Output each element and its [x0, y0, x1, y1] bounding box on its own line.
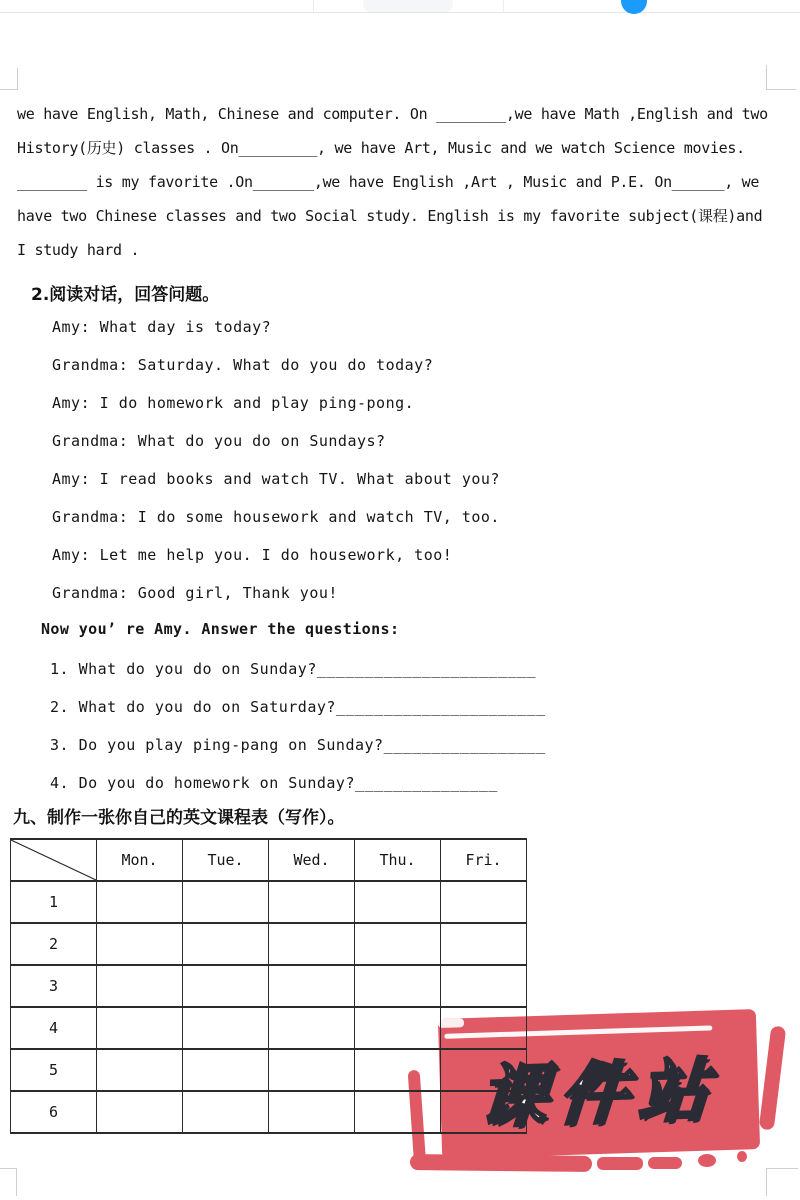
dialogue-line: Amy: I do homework and play ping-pong.	[52, 394, 415, 412]
empty-cell	[269, 1007, 355, 1049]
empty-cell	[441, 965, 527, 1007]
empty-cell	[355, 1091, 441, 1133]
toolbar-divider	[313, 0, 314, 13]
table-row	[11, 965, 527, 1007]
stamp-brush-stroke	[737, 1151, 747, 1162]
table-row	[11, 1007, 527, 1049]
table-row	[11, 839, 527, 881]
passage-line: have two Chinese classes and two Social study. English is my favorite subject(课程)and	[17, 207, 763, 225]
margin-mark-top-left	[0, 68, 18, 90]
empty-cell	[269, 1091, 355, 1133]
passage-line: History(历史) classes . On_________, we have Art, Music and we watch Science movies.	[17, 139, 745, 157]
column-header: Fri.	[441, 839, 527, 881]
row-label: 2	[11, 923, 97, 965]
empty-cell	[269, 965, 355, 1007]
dialogue-line: Amy: Let me help you. I do housework, too!	[52, 546, 453, 564]
empty-cell	[269, 923, 355, 965]
empty-cell	[441, 1049, 527, 1091]
stamp-brush-stroke	[597, 1157, 643, 1170]
section-2-heading: 2.阅读对话，回答问题。	[31, 285, 220, 305]
row-label: 4	[11, 1007, 97, 1049]
timetable	[10, 838, 527, 1134]
question-line: 1. What do you do on Sunday?_______________________	[50, 660, 537, 678]
margin-mark-bottom-right	[766, 1168, 798, 1196]
passage-line: I study hard .	[17, 241, 140, 259]
column-header: Mon.	[97, 839, 183, 881]
margin-mark-top-right	[766, 65, 796, 90]
dialogue-line: Grandma: I do some housework and watch TV, too.	[52, 508, 500, 526]
table-row	[11, 1091, 527, 1133]
row-label: 3	[11, 965, 97, 1007]
toolbar-button[interactable]	[363, 0, 453, 12]
user-avatar[interactable]	[621, 0, 647, 14]
empty-cell	[441, 923, 527, 965]
empty-cell	[441, 1007, 527, 1049]
stamp-brush-stroke	[698, 1154, 716, 1167]
dialogue-line: Amy: What day is today?	[52, 318, 272, 336]
empty-cell	[183, 881, 269, 923]
dialogue-line: Amy: I read books and watch TV. What about you?	[52, 470, 500, 488]
column-header: Tue.	[183, 839, 269, 881]
dialogue	[52, 308, 500, 612]
empty-cell	[355, 965, 441, 1007]
empty-cell	[355, 1049, 441, 1091]
question-line: 4. Do you do homework on Sunday?_______________	[50, 774, 498, 792]
section-9-heading: 九、制作一张你自己的英文课程表（写作）。	[13, 808, 345, 828]
table-row	[11, 1049, 527, 1091]
stamp-brush-stroke	[410, 1154, 592, 1172]
margin-mark-bottom-left	[0, 1168, 17, 1196]
empty-cell	[183, 1007, 269, 1049]
top-toolbar	[0, 0, 800, 13]
row-label: 6	[11, 1091, 97, 1133]
dialogue-line: Grandma: Saturday. What do you do today?	[52, 356, 434, 374]
empty-cell	[355, 923, 441, 965]
dialogue-line: Grandma: What do you do on Sundays?	[52, 432, 386, 450]
toolbar-divider	[503, 0, 504, 13]
row-label: 1	[11, 881, 97, 923]
passage-line: we have English, Math, Chinese and computer. On ________,we have Math ,English and two	[17, 105, 768, 123]
empty-cell	[183, 923, 269, 965]
question-line: 2. What do you do on Saturday?______________________	[50, 698, 546, 716]
question-line: 3. Do you play ping-pang on Sunday?_________________	[50, 736, 546, 754]
answer-prompt: Now you’ re Amy. Answer the questions:	[41, 620, 400, 638]
empty-cell	[97, 1007, 183, 1049]
column-header: Thu.	[355, 839, 441, 881]
row-label: 5	[11, 1049, 97, 1091]
empty-cell	[441, 1091, 527, 1133]
dialogue-line: Grandma: Good girl, Thank you!	[52, 584, 338, 602]
empty-cell	[183, 1091, 269, 1133]
passage-line: ________ is my favorite .On_______,we have English ,Art , Music and P.E. On______, we	[17, 173, 760, 191]
stamp-brush-stroke	[648, 1157, 682, 1169]
stamp-brush-stroke	[759, 1025, 787, 1130]
table-row	[11, 923, 527, 965]
empty-cell	[97, 1091, 183, 1133]
diagonal-line	[11, 840, 96, 880]
empty-cell	[355, 1007, 441, 1049]
stamp-text: 课件站	[475, 1051, 722, 1138]
empty-cell	[183, 965, 269, 1007]
questions	[50, 650, 546, 802]
empty-cell	[269, 1049, 355, 1091]
empty-cell	[269, 881, 355, 923]
table-row	[11, 881, 527, 923]
empty-cell	[441, 881, 527, 923]
empty-cell	[97, 881, 183, 923]
empty-cell	[97, 923, 183, 965]
column-header: Wed.	[269, 839, 355, 881]
passage	[17, 97, 785, 267]
empty-cell	[355, 881, 441, 923]
timetable-corner-cell	[11, 839, 97, 881]
empty-cell	[97, 1049, 183, 1091]
empty-cell	[97, 965, 183, 1007]
empty-cell	[183, 1049, 269, 1091]
